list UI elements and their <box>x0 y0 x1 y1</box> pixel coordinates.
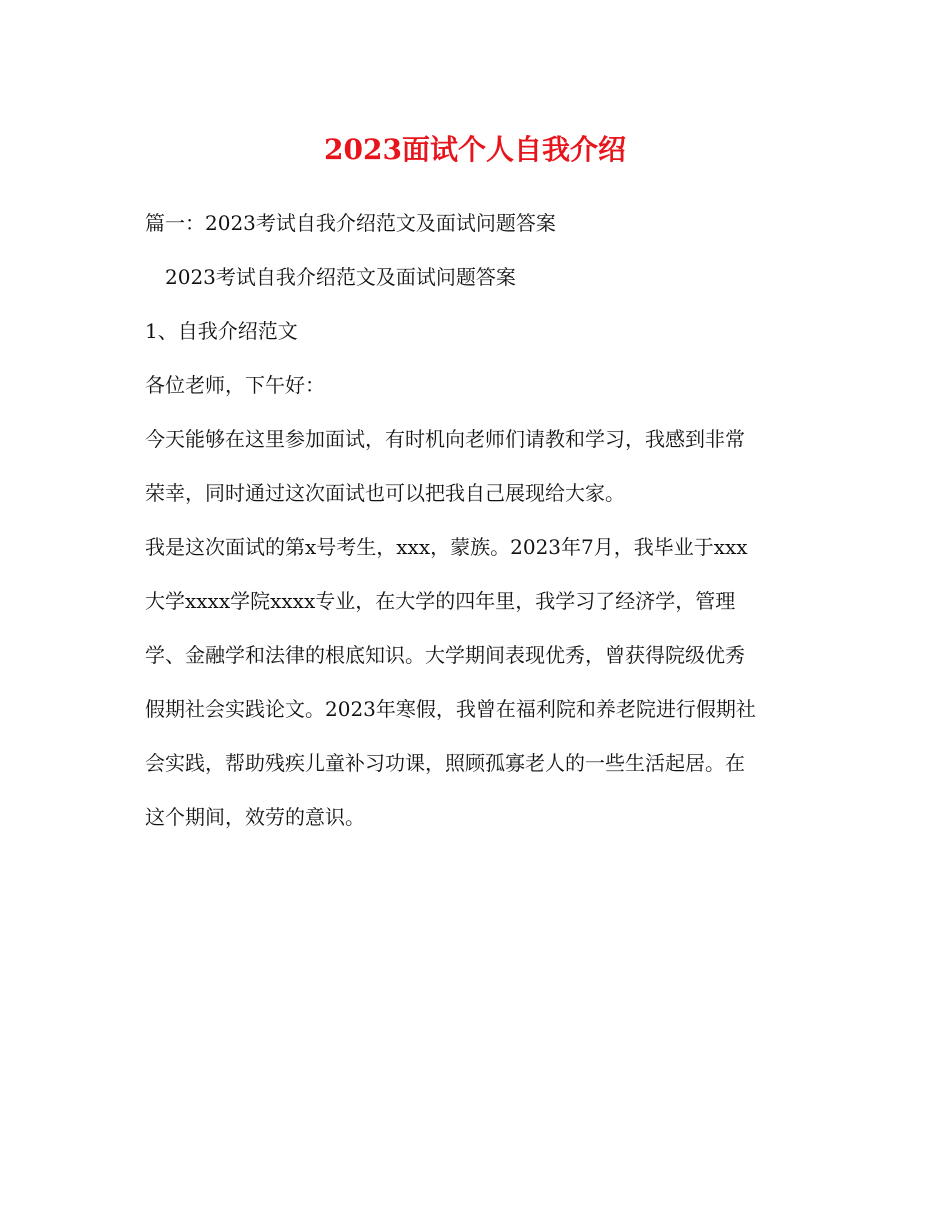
paragraph-line: 我是这次面试的第x号考生，xxx，蒙族。2023年7月，我毕业于xxx <box>145 535 748 559</box>
greeting-line: 各位老师，下午好： <box>145 373 325 397</box>
paragraph-line: 会实践，帮助残疾儿童补习功课，照顾孤寡老人的一些生活起居。在 <box>145 751 745 775</box>
paragraph-line: 今天能够在这里参加面试，有时机向老师们请教和学习，我感到非常 <box>145 427 745 451</box>
document-body <box>145 196 805 844</box>
paragraph-line: 荣幸，同时通过这次面试也可以把我自己展现给大家。 <box>145 481 625 505</box>
paragraph-line: 这个期间，效劳的意识。 <box>145 805 365 829</box>
paragraph-line: 学、金融学和法律的根底知识。大学期间表现优秀，曾获得院级优秀 <box>145 643 745 667</box>
subsection-title: 2023考试自我介绍范文及面试问题答案 <box>165 265 516 289</box>
document-title: 2023面试个人自我介绍 <box>324 133 626 166</box>
paragraph-line: 假期社会实践论文。2023年寒假，我曾在福利院和养老院进行假期社 <box>145 697 756 721</box>
paragraph-line: 大学xxxx学院xxxx专业，在大学的四年里，我学习了经济学，管理 <box>145 589 736 613</box>
item-heading: 1、自我介绍范文 <box>145 319 298 343</box>
section-heading: 篇一：2023考试自我介绍范文及面试问题答案 <box>145 211 556 235</box>
